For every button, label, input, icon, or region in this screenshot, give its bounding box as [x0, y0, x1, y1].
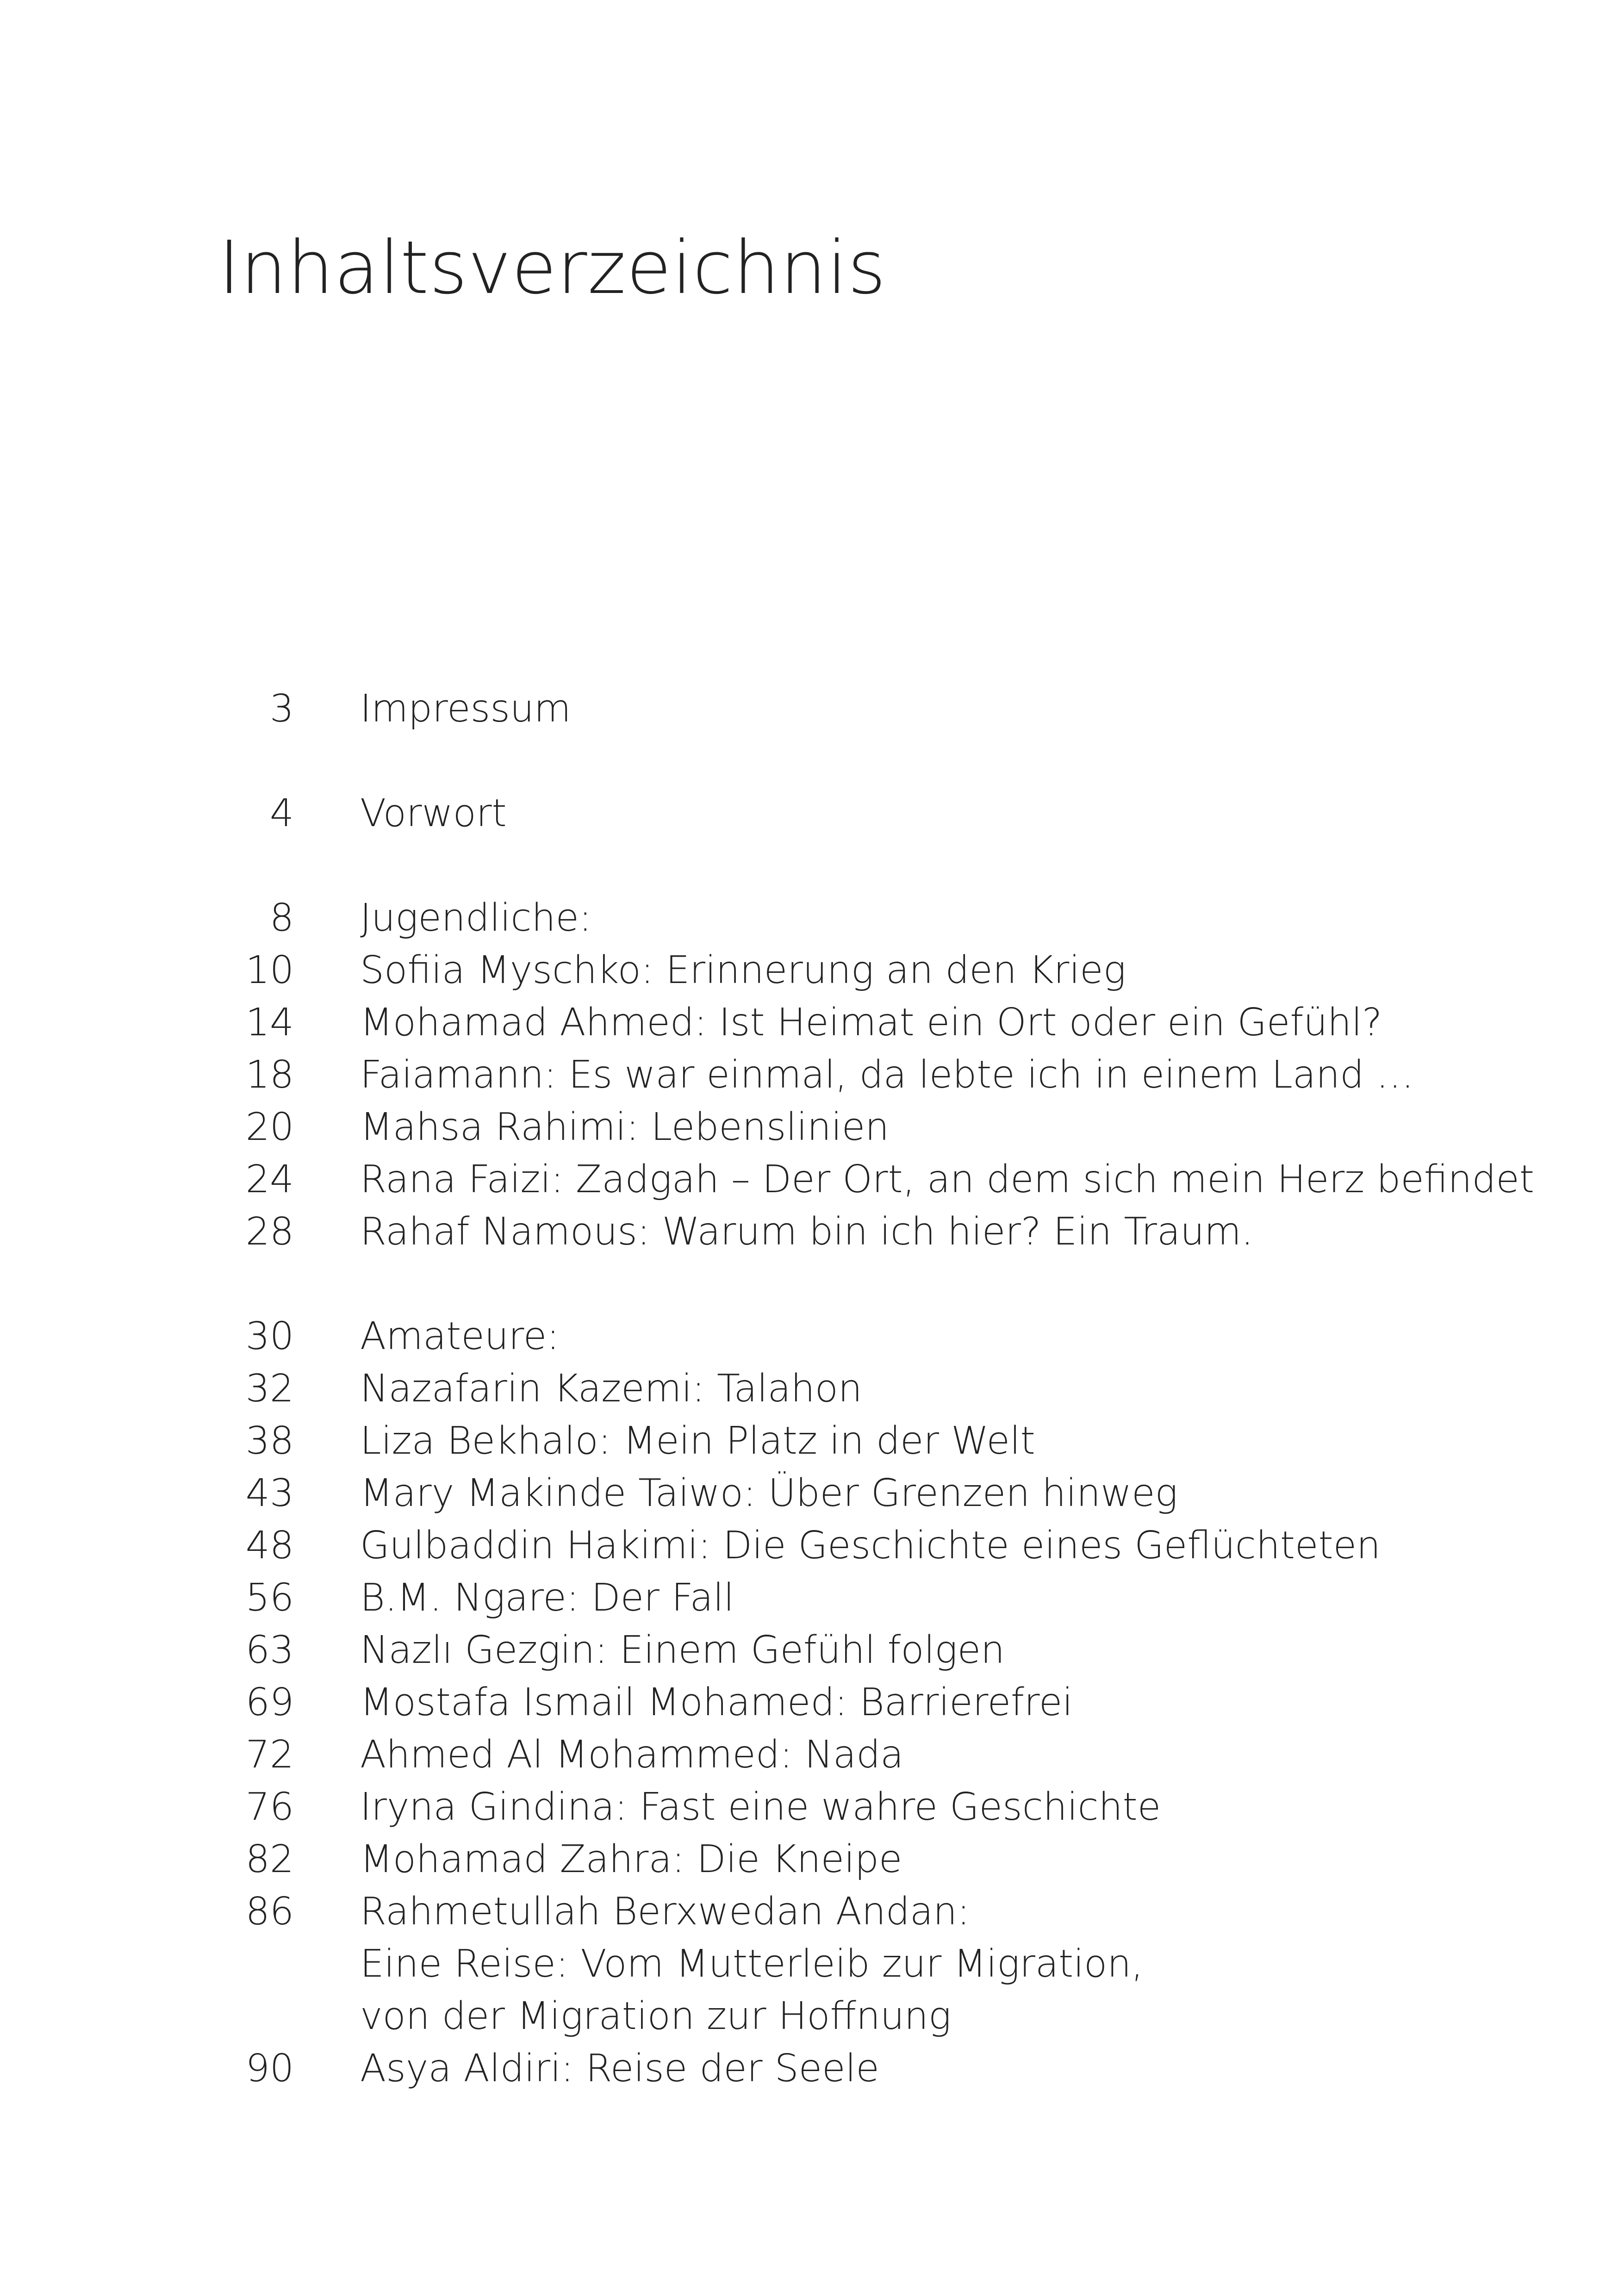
toc-page-number: 8: [269, 896, 294, 940]
toc-page-number: 14: [245, 1001, 294, 1045]
toc-page-number: 69: [245, 1680, 294, 1724]
toc-page-number: 72: [245, 1733, 294, 1777]
toc-title: Rana Faizi: Zadgah – Der Ort, an dem sich mein Herz befindet: [360, 1157, 1535, 1201]
toc-title: von der Migration zur Hoffnung: [360, 1994, 952, 2038]
toc-page-number: 10: [245, 948, 294, 992]
toc-page-number: 76: [245, 1785, 294, 1829]
toc-title: Vorwort: [360, 791, 507, 835]
toc-page-number: 32: [245, 1367, 294, 1411]
toc-title: Sofiia Myschko: Erinnerung an den Krieg: [360, 948, 1126, 992]
toc-title: Rahaf Namous: Warum bin ich hier? Ein Traum.: [360, 1210, 1254, 1254]
toc-title: Iryna Gindina: Fast eine wahre Geschichte: [360, 1785, 1161, 1829]
toc-page-number: 18: [245, 1053, 294, 1097]
toc-title: Mostafa Ismail Mohamed: Barrierefrei: [360, 1680, 1073, 1724]
toc-title: Mohamad Zahra: Die Kneipe: [360, 1837, 902, 1881]
toc-page-number: 86: [245, 1890, 294, 1934]
toc-page-number: 20: [245, 1105, 294, 1149]
toc-title: B.M. Ngare: Der Fall: [360, 1576, 734, 1620]
toc-title: Nazlı Gezgin: Einem Gefühl folgen: [360, 1628, 1005, 1672]
toc-page-number: 48: [245, 1524, 294, 1568]
toc-page-number: 3: [269, 687, 294, 731]
toc-title: Eine Reise: Vom Mutterleib zur Migration,: [360, 1942, 1144, 1986]
toc-page-number: 24: [245, 1157, 294, 1201]
toc-title: Faiamann: Es war einmal, da lebte ich in einem Land …: [360, 1053, 1414, 1097]
toc-title: Rahmetullah Berxwedan Andan:: [360, 1890, 970, 1934]
page-title: Inhaltsverzeichnis: [218, 225, 886, 311]
toc-title: Impressum: [360, 687, 571, 731]
toc-page-number: 30: [245, 1314, 294, 1358]
toc-page-number: 28: [245, 1210, 294, 1254]
toc-title: Ahmed Al Mohammed: Nada: [360, 1733, 904, 1777]
toc-title: Mary Makinde Taiwo: Über Grenzen hinweg: [360, 1471, 1178, 1515]
toc-page-number: 63: [245, 1628, 294, 1672]
toc-title: Mohamad Ahmed: Ist Heimat ein Ort oder ein Gefühl?: [360, 1001, 1382, 1045]
toc-page-number: 56: [245, 1576, 294, 1620]
toc-title: Liza Bekhalo: Mein Platz in der Welt: [360, 1419, 1035, 1463]
toc-page-number: 4: [269, 791, 294, 835]
toc-page-number: 38: [245, 1419, 294, 1463]
toc-page-number: 43: [245, 1471, 294, 1515]
toc-title: Nazafarin Kazemi: Talahon: [360, 1367, 862, 1411]
toc-title: Amateure:: [360, 1314, 560, 1358]
toc-title: Gulbaddin Hakimi: Die Geschichte eines Geflüchteten: [360, 1524, 1381, 1568]
toc-title: Jugendliche:: [360, 896, 592, 940]
toc-page-number: 82: [245, 1837, 294, 1881]
toc-page-number: 90: [245, 2047, 294, 2091]
toc-title: Mahsa Rahimi: Lebenslinien: [360, 1105, 890, 1149]
toc-title: Asya Aldiri: Reise der Seele: [360, 2047, 879, 2091]
